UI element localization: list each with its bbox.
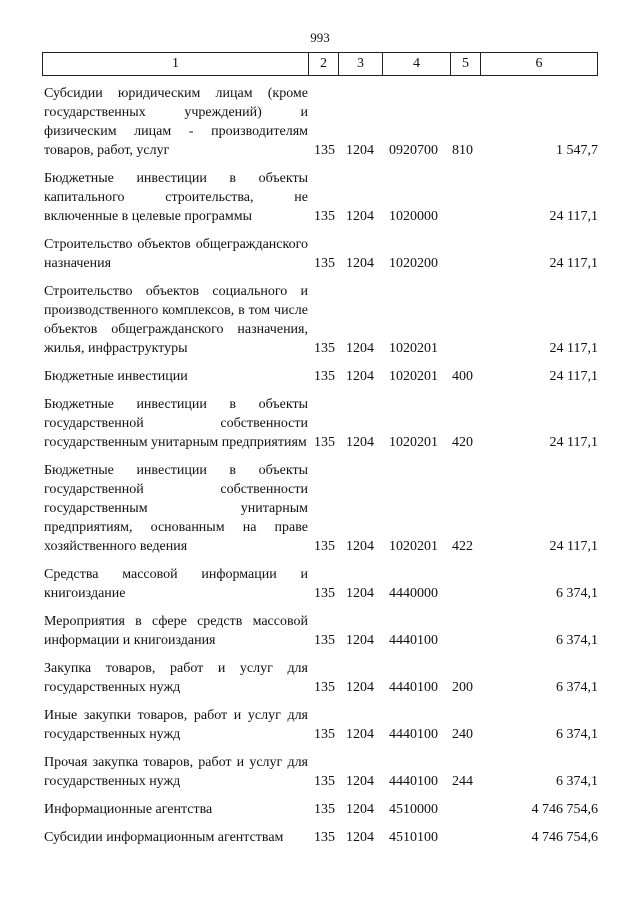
table-row xyxy=(42,169,598,226)
row-section: 1204 xyxy=(346,586,374,601)
row-ministry: 135 xyxy=(314,830,335,845)
row-section: 1204 xyxy=(346,143,374,158)
table-body xyxy=(42,84,598,856)
row-name: Бюджетные инвестиции в объекты государственной собственности государственным унитарным предприятиям, основанным на праве хозяйственного ведения xyxy=(44,463,308,554)
row-target-code: 4440100 xyxy=(389,774,438,789)
row-amount: 6 374,1 xyxy=(556,633,598,648)
row-ministry: 135 xyxy=(314,802,335,817)
row-amount: 24 117,1 xyxy=(549,539,598,554)
row-section: 1204 xyxy=(346,369,374,384)
row-ministry: 135 xyxy=(314,143,335,158)
row-section: 1204 xyxy=(346,633,374,648)
row-name: Закупка товаров, работ и услуг для государственных нужд xyxy=(44,661,308,695)
table-row xyxy=(42,828,598,847)
row-name: Прочая закупка товаров, работ и услуг для государственных нужд xyxy=(44,755,308,789)
header-col-5: 5 xyxy=(451,53,481,75)
row-name: Субсидии юридическим лицам (кроме государственных учреждений) и физическим лицам - производителям товаров, работ, услуг xyxy=(44,86,308,158)
table-row xyxy=(42,235,598,273)
row-expense-type: 420 xyxy=(452,435,473,450)
row-section: 1204 xyxy=(346,774,374,789)
row-target-code: 4510100 xyxy=(389,830,438,845)
row-section: 1204 xyxy=(346,802,374,817)
row-ministry: 135 xyxy=(314,369,335,384)
row-target-code: 1020000 xyxy=(389,209,438,224)
row-name: Субсидии информационным агентствам xyxy=(44,830,284,845)
row-target-code: 4440100 xyxy=(389,633,438,648)
row-amount: 1 547,7 xyxy=(556,143,598,158)
row-section: 1204 xyxy=(346,830,374,845)
row-ministry: 135 xyxy=(314,680,335,695)
row-name: Бюджетные инвестиции xyxy=(44,369,188,384)
row-name: Информационные агентства xyxy=(44,802,213,817)
row-section: 1204 xyxy=(346,209,374,224)
table-row xyxy=(42,395,598,452)
row-ministry: 135 xyxy=(314,435,335,450)
row-target-code: 1020200 xyxy=(389,256,438,271)
row-amount: 6 374,1 xyxy=(556,680,598,695)
row-expense-type: 810 xyxy=(452,143,473,158)
table-row xyxy=(42,800,598,819)
row-amount: 24 117,1 xyxy=(549,341,598,356)
row-section: 1204 xyxy=(346,341,374,356)
row-amount: 4 746 754,6 xyxy=(531,802,598,817)
row-name: Иные закупки товаров, работ и услуг для государственных нужд xyxy=(44,708,308,742)
table-row xyxy=(42,84,598,160)
row-amount: 24 117,1 xyxy=(549,369,598,384)
row-expense-type: 244 xyxy=(452,774,473,789)
row-ministry: 135 xyxy=(314,341,335,356)
row-target-code: 0920700 xyxy=(389,143,438,158)
row-amount: 6 374,1 xyxy=(556,727,598,742)
row-ministry: 135 xyxy=(314,209,335,224)
row-section: 1204 xyxy=(346,680,374,695)
row-amount: 24 117,1 xyxy=(549,256,598,271)
row-target-code: 1020201 xyxy=(389,539,438,554)
row-ministry: 135 xyxy=(314,774,335,789)
row-ministry: 135 xyxy=(314,633,335,648)
table-row xyxy=(42,706,598,744)
table-row xyxy=(42,461,598,556)
row-section: 1204 xyxy=(346,539,374,554)
row-target-code: 1020201 xyxy=(389,435,438,450)
header-col-1: 1 xyxy=(43,53,309,75)
row-name: Бюджетные инвестиции в объекты государственной собственности государственным унитарным предприятиям xyxy=(44,397,308,450)
table-header xyxy=(42,52,598,76)
row-target-code: 1020201 xyxy=(389,369,438,384)
header-col-3: 3 xyxy=(339,53,383,75)
table-row xyxy=(42,282,598,358)
row-name: Мероприятия в сфере средств массовой информации и книгоиздания xyxy=(44,614,308,648)
header-col-2: 2 xyxy=(309,53,339,75)
row-name: Средства массовой информации и книгоиздание xyxy=(44,567,308,601)
row-section: 1204 xyxy=(346,435,374,450)
row-expense-type: 400 xyxy=(452,369,473,384)
row-target-code: 4440100 xyxy=(389,727,438,742)
row-name: Строительство объектов общегражданского назначения xyxy=(44,237,308,271)
row-amount: 4 746 754,6 xyxy=(531,830,598,845)
row-name: Бюджетные инвестиции в объекты капитального строительства, не включенные в целевые программы xyxy=(44,171,308,224)
row-ministry: 135 xyxy=(314,586,335,601)
table-row xyxy=(42,565,598,603)
row-amount: 24 117,1 xyxy=(549,209,598,224)
row-ministry: 135 xyxy=(314,256,335,271)
row-target-code: 4440100 xyxy=(389,680,438,695)
row-target-code: 4440000 xyxy=(389,586,438,601)
row-amount: 6 374,1 xyxy=(556,774,598,789)
row-ministry: 135 xyxy=(314,539,335,554)
row-amount: 6 374,1 xyxy=(556,586,598,601)
row-name: Строительство объектов социального и производственного комплексов, в том числе объектов общегражданского назначения, жилья, инфраструктуры xyxy=(44,284,308,356)
row-expense-type: 240 xyxy=(452,727,473,742)
row-amount: 24 117,1 xyxy=(549,435,598,450)
row-expense-type: 422 xyxy=(452,539,473,554)
table-row xyxy=(42,659,598,697)
row-target-code: 4510000 xyxy=(389,802,438,817)
table-row xyxy=(42,612,598,650)
row-ministry: 135 xyxy=(314,727,335,742)
row-target-code: 1020201 xyxy=(389,341,438,356)
row-section: 1204 xyxy=(346,727,374,742)
header-col-4: 4 xyxy=(383,53,451,75)
table-row xyxy=(42,367,598,386)
page-number: 993 xyxy=(310,30,330,45)
header-col-6: 6 xyxy=(535,56,543,71)
row-section: 1204 xyxy=(346,256,374,271)
row-expense-type: 200 xyxy=(452,680,473,695)
table-row xyxy=(42,753,598,791)
